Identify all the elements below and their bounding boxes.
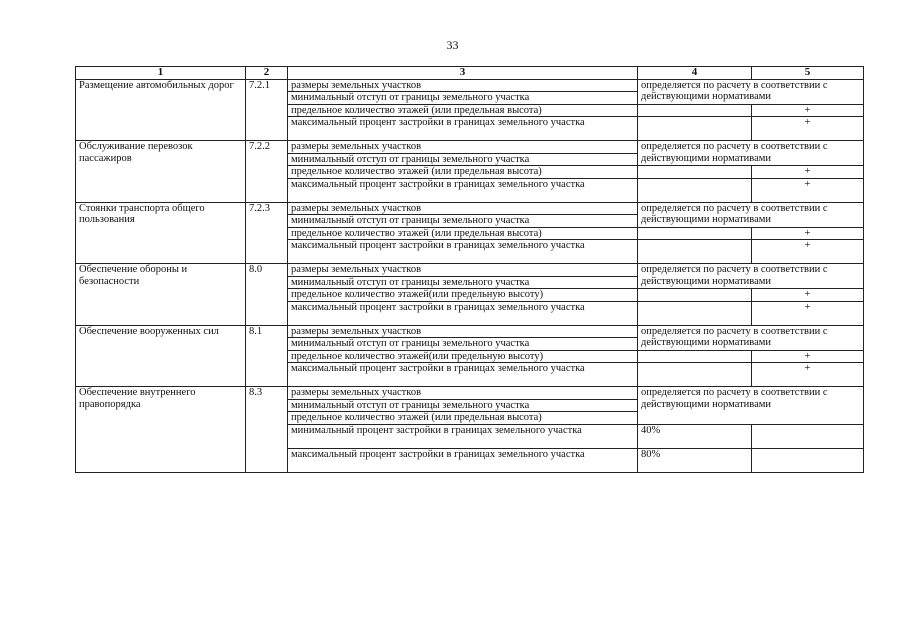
value-col-4 [638,350,752,363]
value-col-4: 40% [638,424,752,448]
parameter-label: размеры земельных участков [288,264,638,277]
table-row [76,202,864,215]
value-col-4 [638,301,752,325]
page-number: 33 [446,38,459,52]
header-col-4: 4 [638,67,752,80]
land-use-type-name: Обслуживание перевозок пассажиров [76,141,246,203]
value-col-4 [638,289,752,302]
value-col-5: + [752,301,864,325]
parameter-label: размеры земельных участков [288,79,638,92]
value-col-4 [638,166,752,179]
parameter-label: минимальный отступ от границы земельного участка [288,215,638,228]
land-use-type-name: Стоянки транспорта общего пользования [76,202,246,264]
table-row [76,141,864,154]
table-row [76,264,864,277]
calculation-note: определяется по расчету в соответствии с действующими нормативами [638,141,864,166]
header-col-5: 5 [752,67,864,80]
parameter-label: максимальный процент застройки в границах земельного участка [288,117,638,141]
calculation-note: определяется по расчету в соответствии с действующими нормативами [638,387,864,425]
land-use-code: 7.2.1 [246,79,288,141]
value-col-4 [638,117,752,141]
land-use-regulations-table [75,66,864,473]
parameter-label: размеры земельных участков [288,325,638,338]
land-use-code: 8.1 [246,325,288,387]
parameter-label: размеры земельных участков [288,202,638,215]
value-col-4 [638,227,752,240]
value-col-5: + [752,240,864,264]
value-col-5: + [752,289,864,302]
parameter-label: максимальный процент застройки в границах земельного участка [288,240,638,264]
parameter-label: максимальный процент застройки в границах земельного участка [288,363,638,387]
value-col-5: + [752,363,864,387]
parameter-label: предельное количество этажей(или предельную высоту) [288,289,638,302]
parameter-label: предельное количество этажей (или предельная высота) [288,104,638,117]
parameter-label: размеры земельных участков [288,387,638,400]
land-use-type-name: Обеспечение вооруженных сил [76,325,246,387]
land-use-type-name: Обеспечение обороны и безопасности [76,264,246,326]
table-row [76,387,864,400]
value-col-5: + [752,350,864,363]
parameter-label: минимальный процент застройки в границах земельного участка [288,424,638,448]
land-use-code: 7.2.3 [246,202,288,264]
table-row [76,79,864,92]
parameter-label: предельное количество этажей (или предельная высота) [288,412,638,425]
header-col-3: 3 [288,67,638,80]
value-col-5: + [752,117,864,141]
land-use-type-name: Размещение автомобильных дорог [76,79,246,141]
parameter-label: предельное количество этажей (или предельная высота) [288,166,638,179]
value-col-4 [638,104,752,117]
value-col-5: + [752,178,864,202]
calculation-note: определяется по расчету в соответствии с действующими нормативами [638,325,864,350]
land-use-code: 8.3 [246,387,288,473]
calculation-note: определяется по расчету в соответствии с действующими нормативами [638,79,864,104]
land-use-code: 7.2.2 [246,141,288,203]
table-row [76,325,864,338]
header-col-1: 1 [76,67,246,80]
value-col-5: + [752,227,864,240]
value-col-4 [638,178,752,202]
land-use-type-name: Обеспечение внутреннего правопорядка [76,387,246,473]
parameter-label: предельное количество этажей (или предельная высота) [288,227,638,240]
land-use-code: 8.0 [246,264,288,326]
parameter-label: предельное количество этажей(или предельную высоту) [288,350,638,363]
value-col-5 [752,448,864,472]
parameter-label: размеры земельных участков [288,141,638,154]
value-col-5 [752,424,864,448]
parameter-label: минимальный отступ от границы земельного участка [288,338,638,351]
parameter-label: максимальный процент застройки в границах земельного участка [288,448,638,472]
value-col-4: 80% [638,448,752,472]
parameter-label: минимальный отступ от границы земельного участка [288,153,638,166]
parameter-label: максимальный процент застройки в границах земельного участка [288,178,638,202]
parameter-label: минимальный отступ от границы земельного участка [288,399,638,412]
parameter-label: минимальный отступ от границы земельного участка [288,276,638,289]
header-row [76,67,864,80]
header-col-2: 2 [246,67,288,80]
calculation-note: определяется по расчету в соответствии с действующими нормативами [638,202,864,227]
value-col-4 [638,240,752,264]
value-col-5: + [752,166,864,179]
parameter-label: максимальный процент застройки в границах земельного участка [288,301,638,325]
parameter-label: минимальный отступ от границы земельного участка [288,92,638,105]
calculation-note: определяется по расчету в соответствии с действующими нормативами [638,264,864,289]
value-col-4 [638,363,752,387]
value-col-5: + [752,104,864,117]
